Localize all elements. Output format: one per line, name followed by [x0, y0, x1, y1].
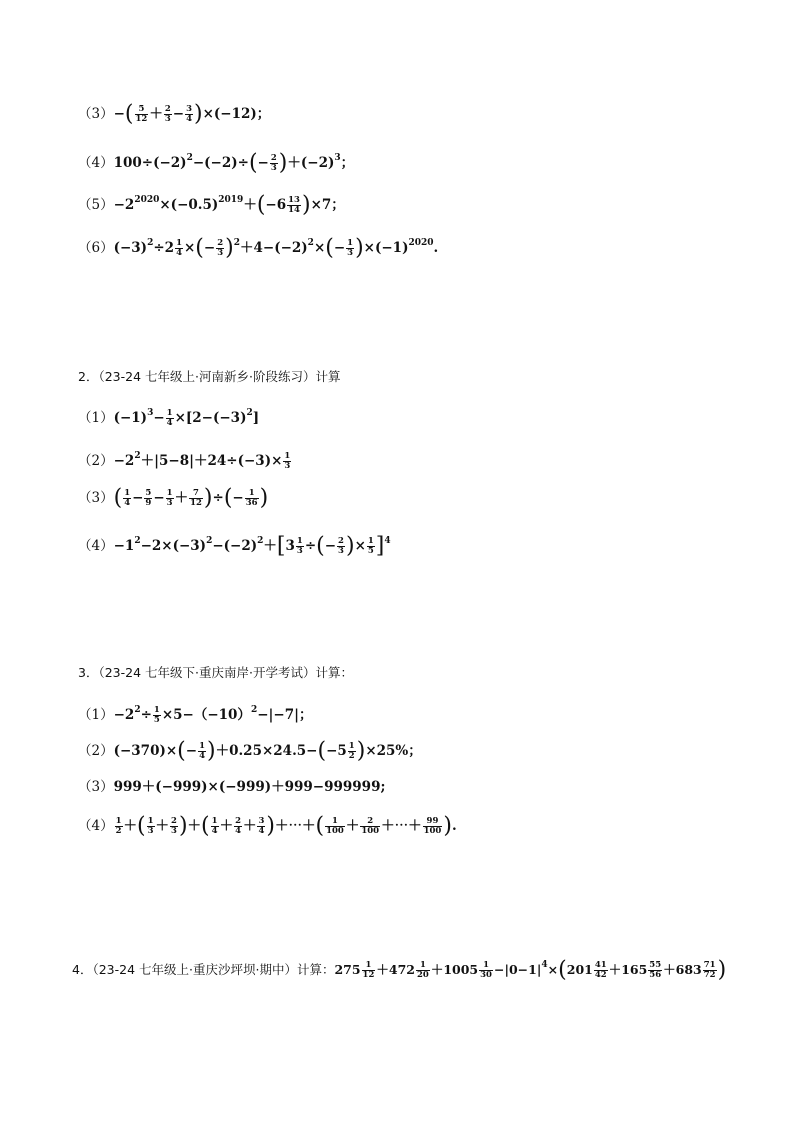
q3-item-2: [78, 738, 422, 764]
item-number: （3）: [78, 106, 114, 122]
item-number: （4）: [78, 818, 114, 834]
item-number: （2）: [78, 453, 114, 469]
q4-title: 4．（23-24 七年级上·重庆沙坪坝·期中）计算：: [72, 962, 335, 977]
item-number: （6）: [78, 240, 114, 256]
expression: $\frac{1}{2}$ ＋( $\frac{1}{3}$ ＋ $\frac{2}{3}$ )＋( $\frac{1}{4}$ ＋ $\frac{2}{4}$ ＋ $\frac{3}{4}$ )＋⋯＋( $\frac{1}{100}$ ＋ $\frac{2}{100}$ ＋⋯＋ $\frac{99}{100}$ ).: [115, 813, 457, 839]
q1-item-6: [78, 233, 438, 259]
expression: 999＋(−999)×(−999)＋999−999999;: [113, 779, 386, 795]
expression: ( $\frac{1}{4}$ − $\frac{5}{9}$ − $\frac{1}{3}$ ＋ $\frac{7}{12}$ )÷(− $\frac{1}{36}$ ): [113, 485, 269, 511]
q3-item-3: [78, 777, 385, 797]
expression: $-1^2-2\times(-3)^2-(-2)^2+[3$ $\frac{1}{3}$ ÷(− $\frac{2}{3}$ )× $\frac{1}{5}$ ]$^4$: [113, 533, 391, 559]
expression: $(-1)^3-$ $\frac{1}{4}$ $\times[2-(-3)^2]$: [113, 408, 260, 428]
q3-title: 3．（23-24 七年级下·重庆南岸·开学考试）计算：: [78, 665, 353, 680]
expression: (−370)×(− $\frac{1}{4}$ )＋0.25×24.5−(−5 $\frac{1}{2}$ )×25%；: [113, 738, 422, 764]
q1-item-3: [78, 101, 271, 127]
q3-item-1: [78, 700, 313, 725]
q3-item-4: [78, 813, 457, 839]
q2-item-4: [78, 531, 391, 557]
expression: $-2^2\div$ $\frac{1}{5}$ $\times 5-(-10)^2-|-7|$；: [113, 705, 313, 725]
item-number: （4）: [78, 155, 114, 171]
q2-title: 2．（23-24 七年级上·河南新乡·阶段练习）计算: [78, 369, 341, 384]
q2-item-3: [78, 485, 269, 511]
expression: $-2^{2020}\times(-0.5)^{2019}+(-6$ $\frac{13}{14}$ )×7；: [113, 192, 345, 218]
q4-line: [72, 955, 726, 981]
expression: 275 $\frac{1}{12}$ ＋472 $\frac{1}{20}$ ＋1005 $\frac{1}{30}$ $-|0-1|^4\times(201$ $\frac{41}{42}$ ＋165 $\frac{55}{56}$ ＋683 $\frac{71}{72}$ ): [334, 957, 727, 983]
item-number: （3）: [78, 779, 114, 795]
item-number: （4）: [78, 538, 114, 554]
expression: $-2^2+|5-8|+24\div(-3)\times$ $\frac{1}{3}$: [113, 451, 291, 471]
item-number: （5）: [78, 197, 114, 213]
expression: $100\div(-2)^2-(-2)\div(-$ $\frac{2}{3}$ )$+(-2)^3$；: [113, 150, 355, 176]
item-number: （2）: [78, 743, 114, 759]
expression: $(-3)^2\div 2$ $\frac{1}{4}$ ×(− $\frac{2}{3}$ )$^2+4-(-2)^2\times(-$ $\frac{1}{3}$ )$\times(-1)^{2020}$.: [113, 235, 439, 261]
expression: −( $\frac{5}{12}$ ＋ $\frac{2}{3}$ − $\frac{3}{4}$ )×(−12)；: [113, 101, 271, 127]
item-number: （3）: [78, 490, 114, 506]
item-number: （1）: [78, 707, 114, 723]
q2-item-2: [78, 446, 292, 471]
q1-item-4: [78, 148, 354, 174]
q2-item-1: [78, 403, 259, 428]
item-number: （1）: [78, 410, 114, 426]
q1-item-5: [78, 190, 345, 216]
